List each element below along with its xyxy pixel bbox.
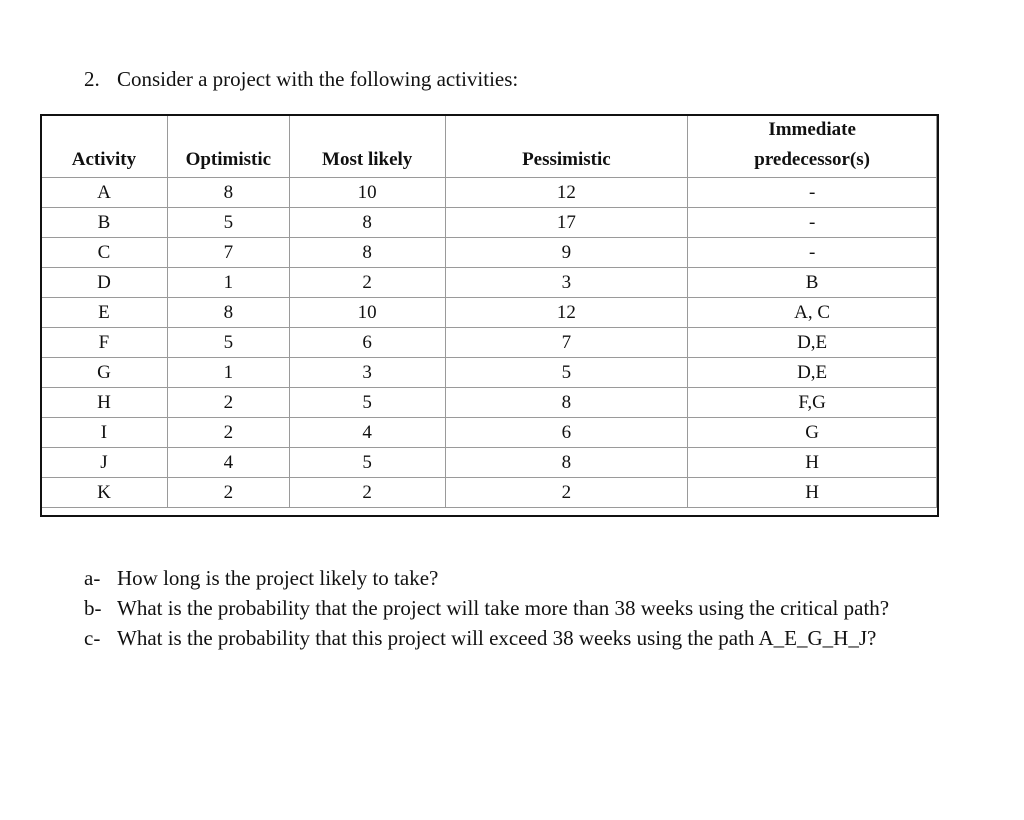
cell-pessimistic: 5 <box>445 358 688 388</box>
cell-pessimistic: 2 <box>445 478 688 508</box>
cell-pessimistic: 9 <box>445 238 688 268</box>
cell-predecessors: F,G <box>688 388 937 418</box>
cell-optimistic: 8 <box>167 178 289 208</box>
cell-predecessors: H <box>688 478 937 508</box>
cell-optimistic: 1 <box>167 268 289 298</box>
cell-most-likely: 3 <box>289 358 445 388</box>
cell-pessimistic: 12 <box>445 298 688 328</box>
cell-optimistic: 4 <box>167 448 289 478</box>
subquestion-marker: a- <box>84 566 101 590</box>
subquestions-list <box>84 563 930 653</box>
question-text: Consider a project with the following activities: <box>117 67 519 91</box>
header-optimistic: Optimistic <box>167 115 289 178</box>
header-predecessors-line1: Immediate <box>768 119 856 140</box>
cell-predecessors: D,E <box>688 328 937 358</box>
cell-predecessors: - <box>688 178 937 208</box>
cell-activity: D <box>41 268 168 298</box>
header-pessimistic: Pessimistic <box>445 115 688 178</box>
subquestion-marker: b- <box>84 596 102 620</box>
cell-activity: A <box>41 178 168 208</box>
subquestion-text: What is the probability that this project will exceed 38 weeks using the path A_E_G_H_J? <box>117 626 877 650</box>
header-predecessors-line2: predecessor(s) <box>754 149 870 170</box>
cell-activity: K <box>41 478 168 508</box>
cell-most-likely: 8 <box>289 208 445 238</box>
cell-optimistic: 5 <box>167 208 289 238</box>
cell-predecessors: H <box>688 448 937 478</box>
cell-most-likely: 10 <box>289 298 445 328</box>
cell-activity: G <box>41 358 168 388</box>
cell-most-likely: 10 <box>289 178 445 208</box>
cell-activity: C <box>41 238 168 268</box>
cell-pessimistic: 8 <box>445 448 688 478</box>
table-row <box>41 268 937 298</box>
cell-optimistic: 1 <box>167 358 289 388</box>
cell-optimistic: 2 <box>167 478 289 508</box>
cell-most-likely: 2 <box>289 478 445 508</box>
table-header-row <box>41 115 937 178</box>
cell-optimistic: 2 <box>167 388 289 418</box>
table-row <box>41 298 937 328</box>
cell-pessimistic: 12 <box>445 178 688 208</box>
table-row <box>41 388 937 418</box>
table-row <box>41 238 937 268</box>
cell-activity: E <box>41 298 168 328</box>
activities-table <box>40 114 937 508</box>
table-row <box>41 418 937 448</box>
cell-most-likely: 5 <box>289 388 445 418</box>
cell-predecessors: G <box>688 418 937 448</box>
cell-pessimistic: 3 <box>445 268 688 298</box>
cell-pessimistic: 6 <box>445 418 688 448</box>
cell-predecessors: - <box>688 208 937 238</box>
cell-most-likely: 8 <box>289 238 445 268</box>
cell-most-likely: 5 <box>289 448 445 478</box>
cell-pessimistic: 7 <box>445 328 688 358</box>
cell-activity: I <box>41 418 168 448</box>
subquestion-a <box>84 563 930 593</box>
subquestion-b <box>84 593 930 623</box>
cell-pessimistic: 17 <box>445 208 688 238</box>
cell-optimistic: 2 <box>167 418 289 448</box>
cell-predecessors: - <box>688 238 937 268</box>
table-row <box>41 478 937 508</box>
cell-activity: J <box>41 448 168 478</box>
cell-activity: F <box>41 328 168 358</box>
subquestion-c <box>84 623 930 653</box>
subquestion-text: How long is the project likely to take? <box>117 566 439 590</box>
question-number: 2. <box>84 67 100 91</box>
cell-predecessors: B <box>688 268 937 298</box>
cell-most-likely: 6 <box>289 328 445 358</box>
table-row <box>41 328 937 358</box>
header-immediate-predecessors <box>688 115 937 178</box>
cell-pessimistic: 8 <box>445 388 688 418</box>
cell-optimistic: 8 <box>167 298 289 328</box>
cell-optimistic: 5 <box>167 328 289 358</box>
cell-predecessors: D,E <box>688 358 937 388</box>
cell-most-likely: 4 <box>289 418 445 448</box>
cell-predecessors: A, C <box>688 298 937 328</box>
cell-activity: H <box>41 388 168 418</box>
cell-activity: B <box>41 208 168 238</box>
question-heading <box>84 64 518 94</box>
header-most-likely: Most likely <box>289 115 445 178</box>
subquestion-marker: c- <box>84 626 101 650</box>
table-row <box>41 178 937 208</box>
subquestion-text: What is the probability that the project will take more than 38 weeks using the critical path? <box>117 596 890 620</box>
table-row <box>41 448 937 478</box>
cell-most-likely: 2 <box>289 268 445 298</box>
cell-optimistic: 7 <box>167 238 289 268</box>
table-row <box>41 208 937 238</box>
header-activity: Activity <box>41 115 168 178</box>
table-row <box>41 358 937 388</box>
